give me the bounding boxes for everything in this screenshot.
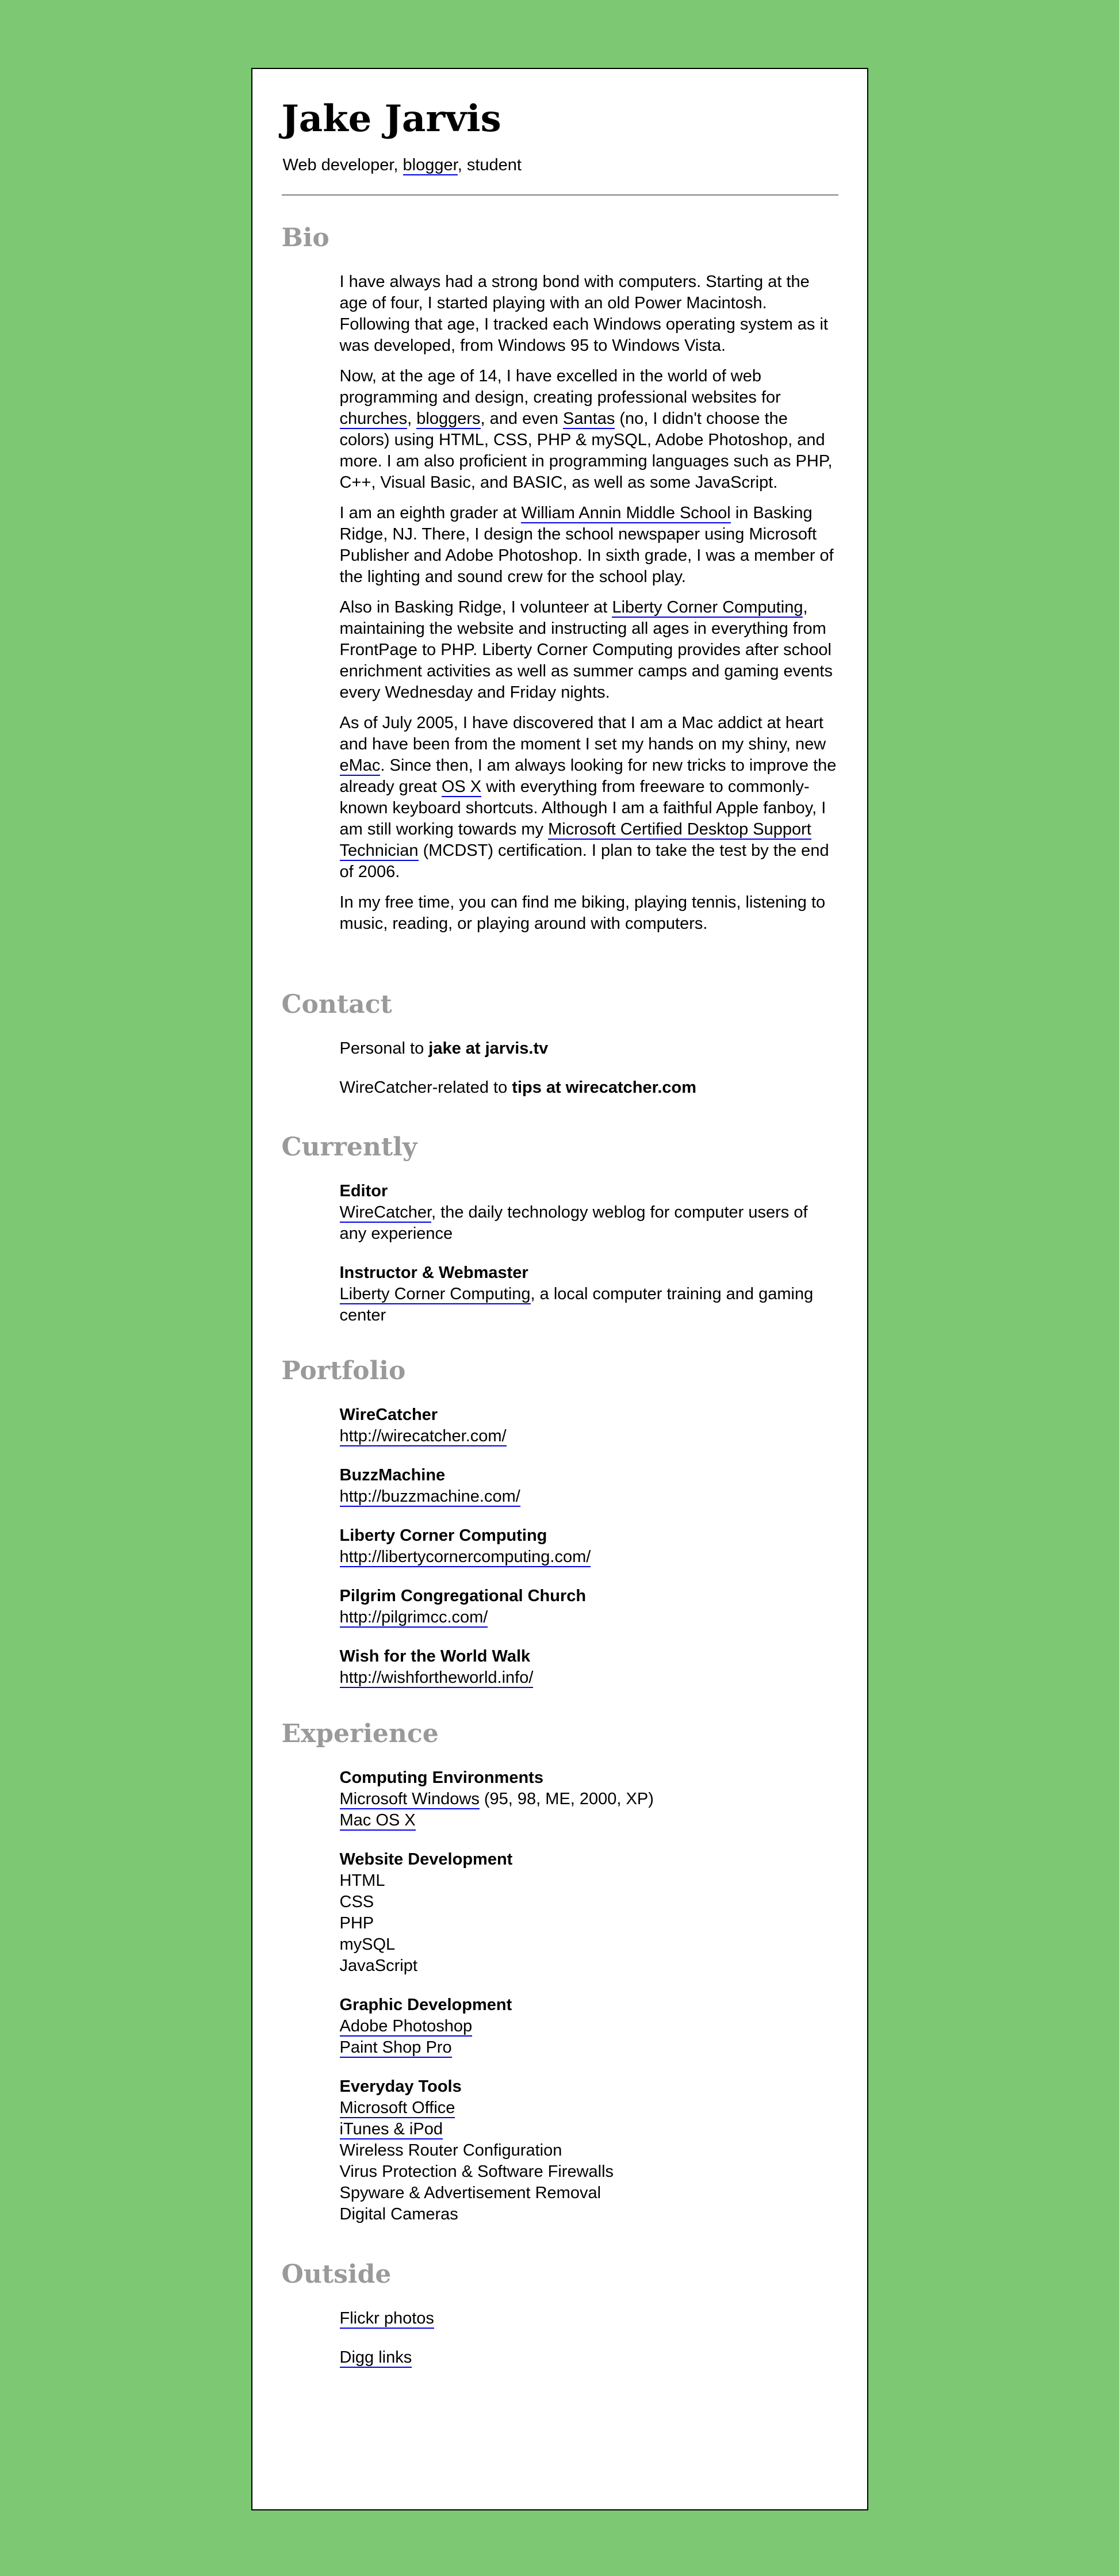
section-bio <box>282 223 838 935</box>
section-heading-outside: Outside <box>281 2260 392 2289</box>
group-title: Wish for the World Walk <box>339 1647 531 1666</box>
section-content-currently <box>340 1181 838 1326</box>
text-segment: Digital Cameras <box>339 2205 458 2223</box>
paragraph <box>340 1038 838 1059</box>
text-segment: Web developer, <box>282 156 403 174</box>
text-segment: As of July 2005, I have discovered that I am a Mac addict at heart and have been from the moment I set my hands on my shiny, new <box>339 714 826 753</box>
page-title: Jake Jarvis <box>281 97 501 140</box>
link-http-libertycornercomputing-com[interactable]: http://libertycornercomputing.com/ <box>339 1548 591 1566</box>
group-graphic-development <box>340 1995 838 2058</box>
section-contact <box>282 990 838 1098</box>
text-segment: , student <box>457 156 522 174</box>
link-churches[interactable]: churches <box>339 409 408 428</box>
section-content-bio <box>340 271 838 935</box>
link-liberty-corner-computing[interactable]: Liberty Corner Computing <box>612 598 803 617</box>
paragraph <box>340 597 838 703</box>
paragraph <box>340 2308 838 2329</box>
group-instructor-webmaster <box>340 1262 838 1326</box>
group-line <box>340 1607 838 1628</box>
group-line <box>340 2161 838 2183</box>
group-title: Graphic Development <box>339 1996 512 2014</box>
group-liberty-corner-computing <box>340 1525 838 1568</box>
group-line <box>340 1284 838 1326</box>
bold-text: tips at wirecatcher.com <box>512 1078 697 1097</box>
section-heading-portfolio: Portfolio <box>281 1356 406 1385</box>
link-microsoft-certified-desktop-support-technician[interactable]: Microsoft Certified Desktop Support Technician <box>339 820 811 860</box>
text-segment: I have always had a strong bond with computers. Starting at the age of four, I started playing with an old Power Macintosh. Following that age, I tracked each Windows operating system as it was developed, from Windows 95 to Windows Vista. <box>339 273 828 355</box>
group-line <box>340 1667 838 1689</box>
section-currently <box>282 1132 838 1326</box>
group-computing-environments <box>340 1767 838 1831</box>
section-content-experience <box>340 1767 838 2225</box>
section-heading-experience: Experience <box>281 1719 439 1748</box>
section-experience <box>282 1719 838 2225</box>
group-line <box>340 1426 838 1447</box>
section-content-contact <box>340 1038 838 1098</box>
link-paint-shop-pro[interactable]: Paint Shop Pro <box>339 2038 452 2057</box>
text-segment: In my free time, you can find me biking, playing tennis, listening to music, reading, or playing around with computers. <box>339 893 826 933</box>
text-segment: , the daily technology weblog for computer users of any experience <box>339 1203 808 1243</box>
link-digg-links[interactable]: Digg links <box>339 2348 412 2367</box>
tagline <box>283 154 838 177</box>
group-title: BuzzMachine <box>339 1466 446 1484</box>
paragraph <box>340 2347 838 2368</box>
group-line <box>340 1892 838 1913</box>
group-title: WireCatcher <box>339 1406 438 1424</box>
group-line <box>340 1547 838 1568</box>
bold-text: jake at jarvis.tv <box>428 1039 549 1058</box>
group-title: Computing Environments <box>339 1769 543 1787</box>
sections <box>282 223 838 2368</box>
text-segment: , maintaining the website and instructing all ages in everything from FrontPage to PHP. Liberty Corner Computing provides after school enrichment activities as well as summer camps and gaming events every Wednesday and Friday nights. <box>339 598 833 702</box>
group-title: Pilgrim Congregational Church <box>339 1587 587 1605</box>
text-segment: Virus Protection & Software Firewalls <box>339 2162 614 2181</box>
group-line <box>340 1486 838 1507</box>
link-flickr-photos[interactable]: Flickr photos <box>339 2309 434 2328</box>
group-title: Website Development <box>339 1850 513 1869</box>
group-editor <box>340 1181 838 1245</box>
link-itunes-ipod[interactable]: iTunes & iPod <box>339 2120 443 2138</box>
link-http-pilgrimcc-com[interactable]: http://pilgrimcc.com/ <box>339 1608 488 1626</box>
link-bloggers[interactable]: bloggers <box>416 409 481 428</box>
text-segment: PHP <box>339 1914 374 1932</box>
group-wish-for-the-world-walk <box>340 1646 838 1689</box>
group-line <box>340 1202 838 1245</box>
resume-card <box>251 68 868 2510</box>
text-segment: (no, I didn't choose the colors) using HTML, CSS, PHP & mySQL, Adobe Photoshop, and more. I am also proficient in programming languages such as PHP, C++, Visual Basic, and BASIC, as well as some JavaScript. <box>339 409 833 492</box>
paragraph <box>340 503 838 588</box>
link-http-buzzmachine-com[interactable]: http://buzzmachine.com/ <box>339 1487 520 1506</box>
link-http-wirecatcher-com[interactable]: http://wirecatcher.com/ <box>339 1427 507 1445</box>
link-wirecatcher[interactable]: WireCatcher <box>339 1203 432 1222</box>
text-segment: , and even <box>480 409 564 428</box>
text-segment: HTML <box>339 1871 385 1890</box>
group-line <box>340 2119 838 2140</box>
text-segment: Personal to <box>339 1039 429 1058</box>
group-line <box>340 2097 838 2119</box>
paragraph <box>340 366 838 493</box>
link-emac[interactable]: eMac <box>339 756 381 775</box>
text-segment: Wireless Router Configuration <box>339 2141 562 2160</box>
paragraph <box>340 713 838 883</box>
group-pilgrim-congregational-church <box>340 1586 838 1628</box>
text-segment: CSS <box>339 1893 374 1911</box>
page-background <box>0 68 1119 2510</box>
paragraph <box>340 271 838 357</box>
section-heading-bio: Bio <box>281 223 329 252</box>
text-segment: , <box>407 409 417 428</box>
group-wirecatcher <box>340 1404 838 1447</box>
group-line <box>340 1789 838 1810</box>
link-mac-os-x[interactable]: Mac OS X <box>339 1811 416 1829</box>
text-segment: WireCatcher-related to <box>339 1078 512 1097</box>
text-segment: (MCDST) certification. I plan to take the test by the end of 2006. <box>339 841 829 881</box>
text-segment: with everything from freeware to commonly-known keyboard shortcuts. Although I am a faithful Apple fanboy, I am still working towards my <box>339 778 826 839</box>
group-line <box>340 2016 838 2037</box>
paragraph <box>340 1077 838 1098</box>
group-title: Editor <box>339 1182 388 1200</box>
header-divider <box>282 194 838 196</box>
section-outside <box>282 2260 838 2368</box>
paragraph <box>340 892 838 935</box>
link-adobe-photoshop[interactable]: Adobe Photoshop <box>339 2017 473 2035</box>
group-line <box>340 2140 838 2161</box>
group-website-development <box>340 1849 838 1977</box>
group-line <box>340 1913 838 1934</box>
text-segment: Now, at the age of 14, I have excelled in the world of web programming and design, creating professional websites for <box>339 367 781 407</box>
text-segment: (95, 98, ME, 2000, XP) <box>479 1790 654 1808</box>
section-heading-currently: Currently <box>281 1132 417 1162</box>
section-portfolio <box>282 1356 838 1689</box>
group-line <box>340 2037 838 2058</box>
group-title: Liberty Corner Computing <box>339 1526 547 1545</box>
text-segment: Also in Basking Ridge, I volunteer at <box>339 598 612 617</box>
group-title: Everyday Tools <box>339 2077 462 2096</box>
link-santas[interactable]: Santas <box>563 409 615 428</box>
link-microsoft-windows[interactable]: Microsoft Windows <box>339 1790 480 1808</box>
text-segment: I am an eighth grader at <box>339 504 522 522</box>
text-segment: in Basking Ridge, NJ. There, I design the school newspaper using Microsoft Publisher and Adobe Photoshop. In sixth grade, I was a member of the lighting and sound crew for the school play. <box>339 504 834 586</box>
text-segment: JavaScript <box>339 1957 417 1975</box>
link-liberty-corner-computing[interactable]: Liberty Corner Computing <box>339 1285 531 1303</box>
section-content-portfolio <box>340 1404 838 1689</box>
group-line <box>340 1955 838 1977</box>
link-william-annin-middle-school[interactable]: William Annin Middle School <box>521 504 731 522</box>
text-segment: . Since then, I am always looking for new tricks to improve the already great <box>339 756 837 796</box>
text-segment: , a local computer training and gaming center <box>339 1285 814 1325</box>
link-os-x[interactable]: OS X <box>441 778 482 796</box>
group-line <box>340 1934 838 1955</box>
link-microsoft-office[interactable]: Microsoft Office <box>339 2099 455 2117</box>
text-segment: mySQL <box>339 1935 396 1954</box>
group-line <box>340 1870 838 1892</box>
group-buzzmachine <box>340 1465 838 1507</box>
group-line <box>340 1810 838 1831</box>
group-line <box>340 2183 838 2204</box>
section-content-outside <box>340 2308 838 2368</box>
link-blogger[interactable]: blogger <box>403 156 458 174</box>
group-everyday-tools <box>340 2076 838 2225</box>
text-segment: Spyware & Advertisement Removal <box>339 2184 601 2202</box>
group-line <box>340 2204 838 2225</box>
group-title: Instructor & Webmaster <box>339 1264 528 1282</box>
section-heading-contact: Contact <box>281 990 392 1019</box>
link-http-wishfortheworld-info[interactable]: http://wishfortheworld.info/ <box>339 1668 534 1687</box>
